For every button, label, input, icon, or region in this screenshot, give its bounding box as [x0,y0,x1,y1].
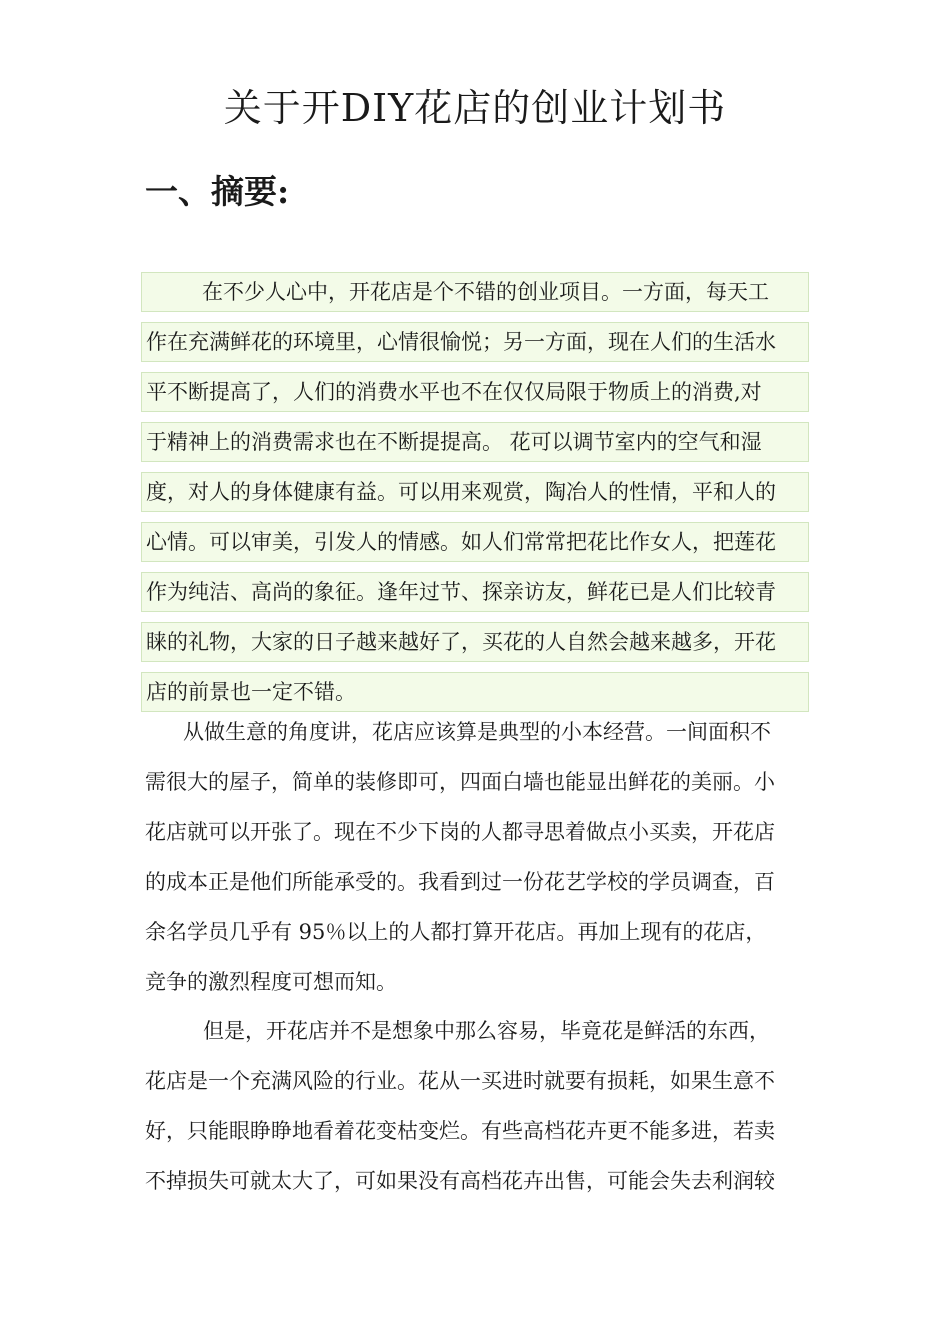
text-line: 从做生意的角度讲，花店应该算是典型的小本经营。一间面积不 [183,720,771,744]
text-line: 但是，开花店并不是想象中那么容易，毕竟花是鲜活的东西， [203,1019,770,1043]
text-line: 睐的礼物，大家的日子越来越好了，买花的人自然会越来越多，开花 [141,622,809,662]
text-line: 平不断提高了，人们的消费水平也不在仅仅局限于物质上的消费,对 [141,372,809,412]
section-heading-summary: 一、摘要: [145,172,290,211]
text-line: 余名学员几乎有 95％以上的人都打算开花店。再加上现有的花店， [145,920,767,944]
text-line: 的成本正是他们所能承受的。我看到过一份花艺学校的学员调查，百 [145,870,775,894]
highlighted-paragraph [141,272,809,712]
text-line: 作在充满鲜花的环境里，心情很愉悦；另一方面，现在人们的生活水 [141,322,809,362]
text-line: 在不少人心中，开花店是个不错的创业项目。一方面，每天工 [141,272,809,312]
text-line: 花店是一个充满风险的行业。花从一买进时就要有损耗，如果生意不 [145,1069,775,1093]
text-line: 店的前景也一定不错。 [141,672,809,712]
text-line: 不掉损失可就太大了，可如果没有高档花卉出售，可能会失去利润较 [145,1169,775,1193]
text-line: 需很大的屋子，简单的装修即可，四面白墙也能显出鲜花的美丽。小 [145,770,775,794]
paragraph-business-angle [145,707,819,1007]
document-title: 关于开DIY花店的创业计划书 [223,86,727,130]
text-line: 竞争的激烈程度可想而知。 [145,970,397,994]
text-line: 于精神上的消费需求也在不断提提高。 花可以调节室内的空气和湿 [141,422,809,462]
text-line: 好，只能眼睁睁地看着花变枯变烂。有些高档花卉更不能多进，若卖 [145,1119,775,1143]
text-line: 花店就可以开张了。现在不少下岗的人都寻思着做点小买卖，开花店 [145,820,775,844]
text-line: 度，对人的身体健康有益。可以用来观赏，陶冶人的性情，平和人的 [141,472,809,512]
text-line: 作为纯洁、高尚的象征。逢年过节、探亲访友，鲜花已是人们比较青 [141,572,809,612]
paragraph-risks [145,1006,819,1206]
text-line: 心情。可以审美，引发人的情感。如人们常常把花比作女人，把莲花 [141,522,809,562]
